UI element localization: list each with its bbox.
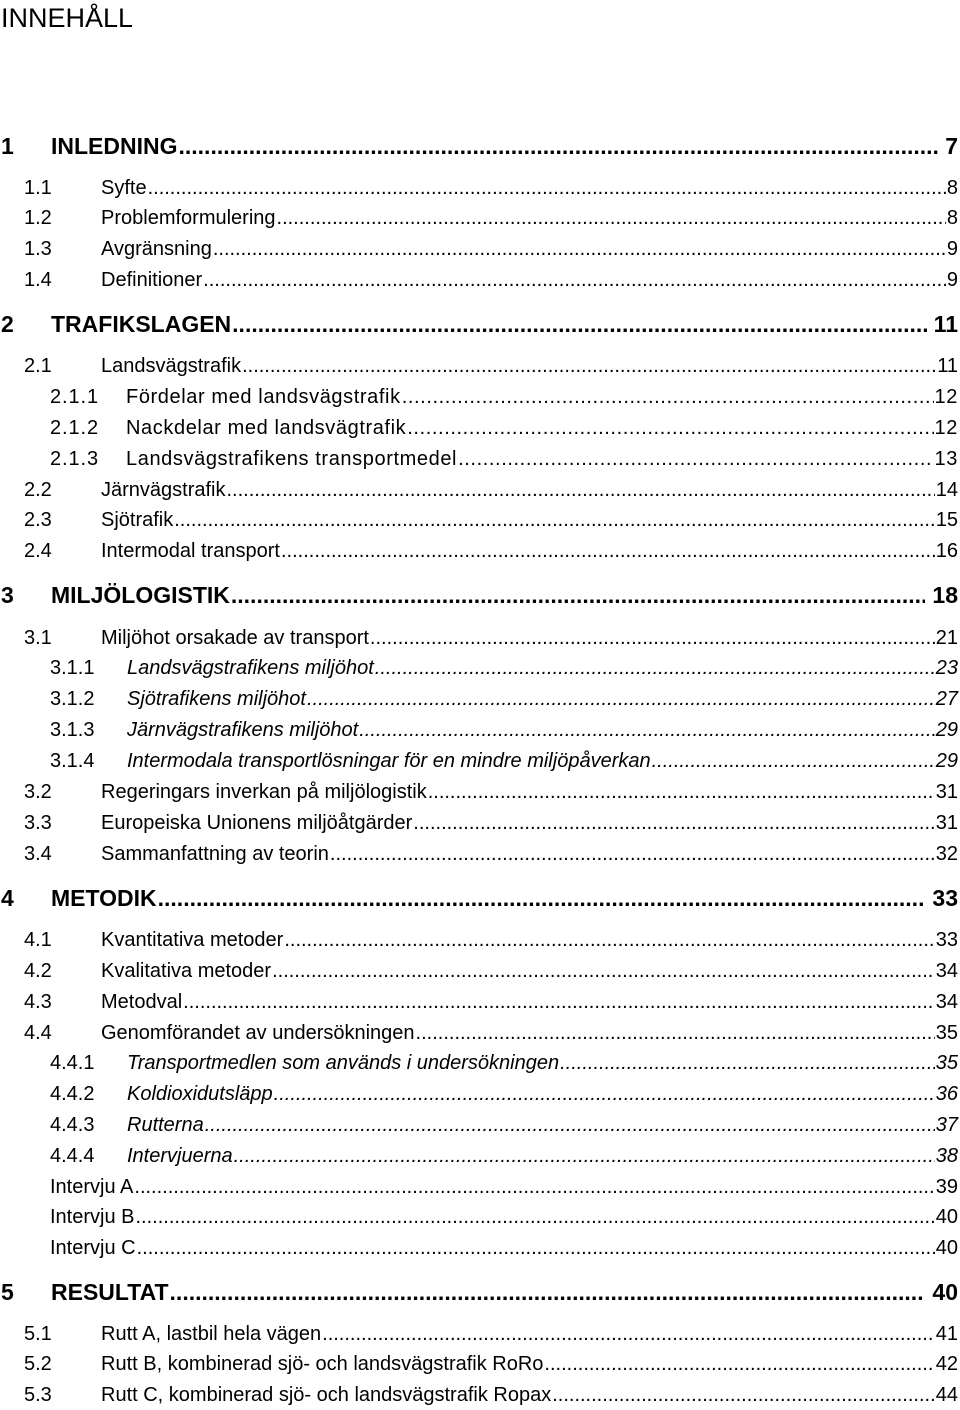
- toc-entry[interactable]: [0, 1111, 958, 1139]
- toc-entry[interactable]: [0, 716, 958, 744]
- toc-entry[interactable]: [0, 685, 958, 713]
- toc-entry-number: 4.4.3: [50, 1114, 95, 1136]
- toc-entry-page-number: 38: [935, 1145, 958, 1167]
- toc-dot-leader: [213, 235, 946, 263]
- toc-entry-number: 5: [1, 1279, 14, 1305]
- toc-entry-number: 1.4: [24, 269, 52, 291]
- toc-dot-leader: [205, 1111, 935, 1139]
- toc-entry-title: Intermodal transport: [101, 540, 280, 562]
- toc-entry[interactable]: [0, 1049, 958, 1077]
- toc-entry-number: 5.2: [24, 1353, 52, 1375]
- toc-entry-number: 3.3: [24, 812, 52, 834]
- toc-dot-leader: [179, 131, 939, 161]
- toc-dot-leader: [227, 476, 935, 504]
- toc-entry-page-number: 44: [935, 1384, 958, 1406]
- toc-entry-number: 3: [1, 582, 14, 608]
- toc-entry-page-number: 40: [932, 1279, 958, 1305]
- toc-entry-number: 4.3: [24, 991, 52, 1013]
- toc-dot-leader: [402, 383, 934, 411]
- toc-entry[interactable]: [0, 1381, 958, 1409]
- toc-entry-page-number: 18: [932, 582, 958, 608]
- toc-entry-number: 3.4: [24, 843, 52, 865]
- toc-dot-leader: [370, 624, 935, 652]
- toc-entry-title: Miljöhot orsakade av transport: [101, 627, 369, 649]
- toc-entry[interactable]: [0, 988, 958, 1016]
- toc-dot-leader: [242, 352, 936, 380]
- toc-entry[interactable]: [0, 778, 958, 806]
- toc-entry-page-number: 15: [935, 509, 958, 531]
- toc-entry-number: 4.1: [24, 929, 52, 951]
- toc-entry-number: 3.1: [24, 627, 52, 649]
- toc-entry-number: 2.2: [24, 479, 52, 501]
- toc-dot-leader: [231, 580, 926, 610]
- toc-dot-leader: [307, 685, 935, 713]
- toc-entry-page-number: 27: [935, 688, 958, 710]
- toc-dot-leader: [552, 1381, 935, 1409]
- toc-entry[interactable]: [0, 1350, 958, 1378]
- toc-entry[interactable]: [0, 624, 958, 652]
- toc-entry[interactable]: [0, 204, 958, 232]
- toc-entry[interactable]: [0, 747, 958, 775]
- toc-entry-number: 2.1.2: [50, 417, 99, 439]
- toc-entry-title: Sammanfattning av teorin: [101, 843, 329, 865]
- toc-dot-leader: [428, 778, 935, 806]
- toc-dot-leader: [272, 957, 935, 985]
- toc-entry[interactable]: [0, 957, 958, 985]
- toc-entry-number: 4.4.2: [50, 1083, 95, 1105]
- toc-dot-leader: [170, 1277, 926, 1307]
- toc-entry-page-number: 9: [946, 238, 958, 260]
- toc-entry-title: Avgränsning: [101, 238, 212, 260]
- toc-entry-title: Järnvägstrafik: [101, 479, 226, 501]
- toc-entry-title: Fördelar med landsvägstrafik: [126, 386, 401, 408]
- toc-entry-title: TRAFIKSLAGEN: [51, 311, 232, 337]
- toc-entry[interactable]: [0, 506, 958, 534]
- toc-entry-title: Metodval: [101, 991, 183, 1013]
- toc-dot-leader: [277, 204, 946, 232]
- toc-entry-page-number: 8: [946, 177, 958, 199]
- toc-entry[interactable]: [0, 383, 958, 411]
- toc-entry-number: 1.3: [24, 238, 52, 260]
- toc-entry-page-number: 21: [935, 627, 958, 649]
- toc-dot-leader: [183, 988, 935, 1016]
- toc-dot-leader: [416, 1019, 935, 1047]
- toc-entry-title: RESULTAT: [51, 1279, 169, 1305]
- toc-entry-page-number: 29: [935, 750, 958, 772]
- toc-dot-leader: [413, 809, 934, 837]
- toc-entry-number: 4.4.1: [50, 1052, 95, 1074]
- toc-entry-page-number: 33: [935, 929, 958, 951]
- toc-entry-title: Rutt A, lastbil hela vägen: [101, 1323, 322, 1345]
- toc-entry-page-number: 23: [935, 657, 958, 679]
- toc-entry-page-number: 35: [935, 1022, 958, 1044]
- toc-entry-number: 2.1: [24, 355, 52, 377]
- toc-entry-page-number: 42: [935, 1353, 958, 1375]
- toc-dot-leader: [544, 1350, 934, 1378]
- toc-entry[interactable]: [0, 1203, 958, 1231]
- toc-entry-page-number: 33: [932, 885, 958, 911]
- toc-dot-leader: [407, 414, 933, 442]
- toc-entry-title: Intermodala transportlösningar för en mindre miljöpåverkan: [127, 750, 651, 772]
- toc-entry[interactable]: [0, 131, 958, 161]
- toc-entry-page-number: 35: [935, 1052, 958, 1074]
- toc-entry-number: 1: [1, 133, 14, 159]
- toc-entry-number: 2.1.1: [50, 386, 99, 408]
- toc-entry-page-number: 11: [937, 355, 958, 377]
- toc-entry-page-number: 41: [935, 1323, 958, 1345]
- toc-entry-title: Intervju B: [50, 1206, 135, 1228]
- toc-entry-page-number: 31: [935, 781, 958, 803]
- toc-entry-title: Kvantitativa metoder: [101, 929, 284, 951]
- toc-dot-leader: [359, 716, 935, 744]
- toc-entry[interactable]: [0, 1277, 958, 1307]
- toc-entry-title: Syfte: [101, 177, 147, 199]
- toc-entry-title: Definitioner: [101, 269, 203, 291]
- toc-entry-title: Landsvägstrafik: [101, 355, 242, 377]
- toc-entry-title: METODIK: [51, 885, 157, 911]
- toc-entry-number: 1.1: [24, 177, 52, 199]
- toc-entry-title: Problemformulering: [101, 207, 276, 229]
- toc-entry-page-number: 40: [935, 1237, 958, 1259]
- toc-entry[interactable]: [0, 809, 958, 837]
- toc-dot-leader: [322, 1320, 935, 1348]
- toc-entry-page-number: 8: [946, 207, 958, 229]
- toc-dot-leader: [135, 1203, 934, 1231]
- toc-entry-number: 3.1.2: [50, 688, 95, 710]
- toc-dot-leader: [560, 1049, 935, 1077]
- toc-entry-page-number: 11: [933, 311, 958, 337]
- toc-entry-page-number: 13: [934, 448, 958, 470]
- toc-dot-leader: [274, 1080, 935, 1108]
- toc-entry-page-number: 36: [935, 1083, 958, 1105]
- toc-entry-number: 1.2: [24, 207, 52, 229]
- toc-entry-title: Rutterna: [127, 1114, 204, 1136]
- toc-entry-title: Intervju C: [50, 1237, 136, 1259]
- toc-entry-title: Genomförandet av undersökningen: [101, 1022, 415, 1044]
- toc-entry-number: 3.2: [24, 781, 52, 803]
- toc-entry-title: Sjötrafik: [101, 509, 174, 531]
- toc-dot-leader: [174, 506, 935, 534]
- toc-entry[interactable]: [0, 266, 958, 294]
- toc-dot-leader: [330, 840, 935, 868]
- toc-entry[interactable]: [0, 476, 958, 504]
- toc-entry-number: 4: [1, 885, 14, 911]
- toc-entry-title: Järnvägstrafikens miljöhot: [127, 719, 359, 741]
- toc-entry-page-number: 12: [934, 386, 958, 408]
- toc-dot-leader: [458, 445, 933, 473]
- toc-entry-page-number: 32: [935, 843, 958, 865]
- toc-entry[interactable]: [0, 414, 958, 442]
- toc-entry[interactable]: [0, 352, 958, 380]
- toc-entry-title: INLEDNING: [51, 133, 178, 159]
- toc-entry-number: 3.1.3: [50, 719, 95, 741]
- toc-dot-leader: [284, 926, 934, 954]
- toc-entry-number: 2.1.3: [50, 448, 99, 470]
- toc-entry-number: 4.2: [24, 960, 52, 982]
- toc-entry-title: Landsvägstrafikens miljöhot: [127, 657, 374, 679]
- toc-entry-number: 3.1.4: [50, 750, 95, 772]
- page-title: INNEHÅLL: [1, 3, 134, 33]
- toc-entry-page-number: 40: [935, 1206, 958, 1228]
- toc-dot-leader: [281, 537, 935, 565]
- toc-entry-title: Sjötrafikens miljöhot: [127, 688, 306, 710]
- toc-entry-title: Europeiska Unionens miljöåtgärder: [101, 812, 413, 834]
- toc-entry[interactable]: [0, 174, 958, 202]
- toc-entry-page-number: 7: [945, 133, 958, 159]
- toc-dot-leader: [134, 1173, 934, 1201]
- toc-dot-leader: [375, 654, 935, 682]
- toc-entry-page-number: 34: [935, 960, 958, 982]
- toc-entry-number: 2: [1, 311, 14, 337]
- toc-entry-title: Koldioxidutsläpp: [127, 1083, 273, 1105]
- toc-dot-leader: [652, 747, 935, 775]
- toc-entry-page-number: 9: [946, 269, 958, 291]
- toc-entry-page-number: 37: [935, 1114, 958, 1136]
- toc-entry[interactable]: [0, 1173, 958, 1201]
- toc-entry-page-number: 31: [935, 812, 958, 834]
- toc-entry[interactable]: [0, 1019, 958, 1047]
- toc-entry-title: Nackdelar med landsvägtrafik: [126, 417, 407, 439]
- toc-entry-number: 2.3: [24, 509, 52, 531]
- toc-dot-leader: [232, 309, 927, 339]
- toc-entry-number: 2.4: [24, 540, 52, 562]
- toc-dot-leader: [158, 883, 926, 913]
- toc-entry[interactable]: [0, 235, 958, 263]
- toc-entry-page-number: 39: [935, 1176, 958, 1198]
- toc-dot-leader: [234, 1142, 935, 1170]
- toc-dot-leader: [137, 1234, 935, 1262]
- toc-entry[interactable]: [0, 580, 958, 610]
- toc-entry-title: Landsvägstrafikens transportmedel: [126, 448, 458, 470]
- toc-entry[interactable]: [0, 445, 958, 473]
- toc-entry-title: Transportmedlen som används i undersökningen: [127, 1052, 560, 1074]
- toc-entry-page-number: 14: [935, 479, 958, 501]
- toc-dot-leader: [203, 266, 946, 294]
- toc-entry-number: 5.3: [24, 1384, 52, 1406]
- toc-entry-title: MILJÖLOGISTIK: [51, 582, 230, 608]
- toc-entry-title: Regeringars inverkan på miljölogistik: [101, 781, 427, 803]
- toc-entry[interactable]: [0, 654, 958, 682]
- toc-entry-number: 4.4: [24, 1022, 52, 1044]
- toc-entry[interactable]: [0, 840, 958, 868]
- toc-entry[interactable]: [0, 537, 958, 565]
- toc-entry[interactable]: [0, 1142, 958, 1170]
- toc-entry-number: 3.1.1: [50, 657, 95, 679]
- toc-entry[interactable]: [0, 309, 958, 339]
- toc-entry[interactable]: [0, 1320, 958, 1348]
- toc-entry[interactable]: [0, 883, 958, 913]
- toc-entry-title: Intervjuerna: [127, 1145, 233, 1167]
- toc-entry-title: Intervju A: [50, 1176, 134, 1198]
- toc-entry[interactable]: [0, 926, 958, 954]
- toc-entry-title: Rutt C, kombinerad sjö- och landsvägstrafik Ropax: [101, 1384, 552, 1406]
- toc-entry-number: 5.1: [24, 1323, 52, 1345]
- toc-entry-title: Kvalitativa metoder: [101, 960, 272, 982]
- toc-entry-page-number: 12: [934, 417, 958, 439]
- toc-entry-page-number: 16: [935, 540, 958, 562]
- toc-entry-number: 4.4.4: [50, 1145, 95, 1167]
- toc-entry-page-number: 34: [935, 991, 958, 1013]
- toc-entry[interactable]: [0, 1080, 958, 1108]
- toc-entry[interactable]: [0, 1234, 958, 1262]
- toc-entry-title: Rutt B, kombinerad sjö- och landsvägstrafik RoRo: [101, 1353, 544, 1375]
- toc-dot-leader: [148, 174, 946, 202]
- toc-entry-page-number: 29: [935, 719, 958, 741]
